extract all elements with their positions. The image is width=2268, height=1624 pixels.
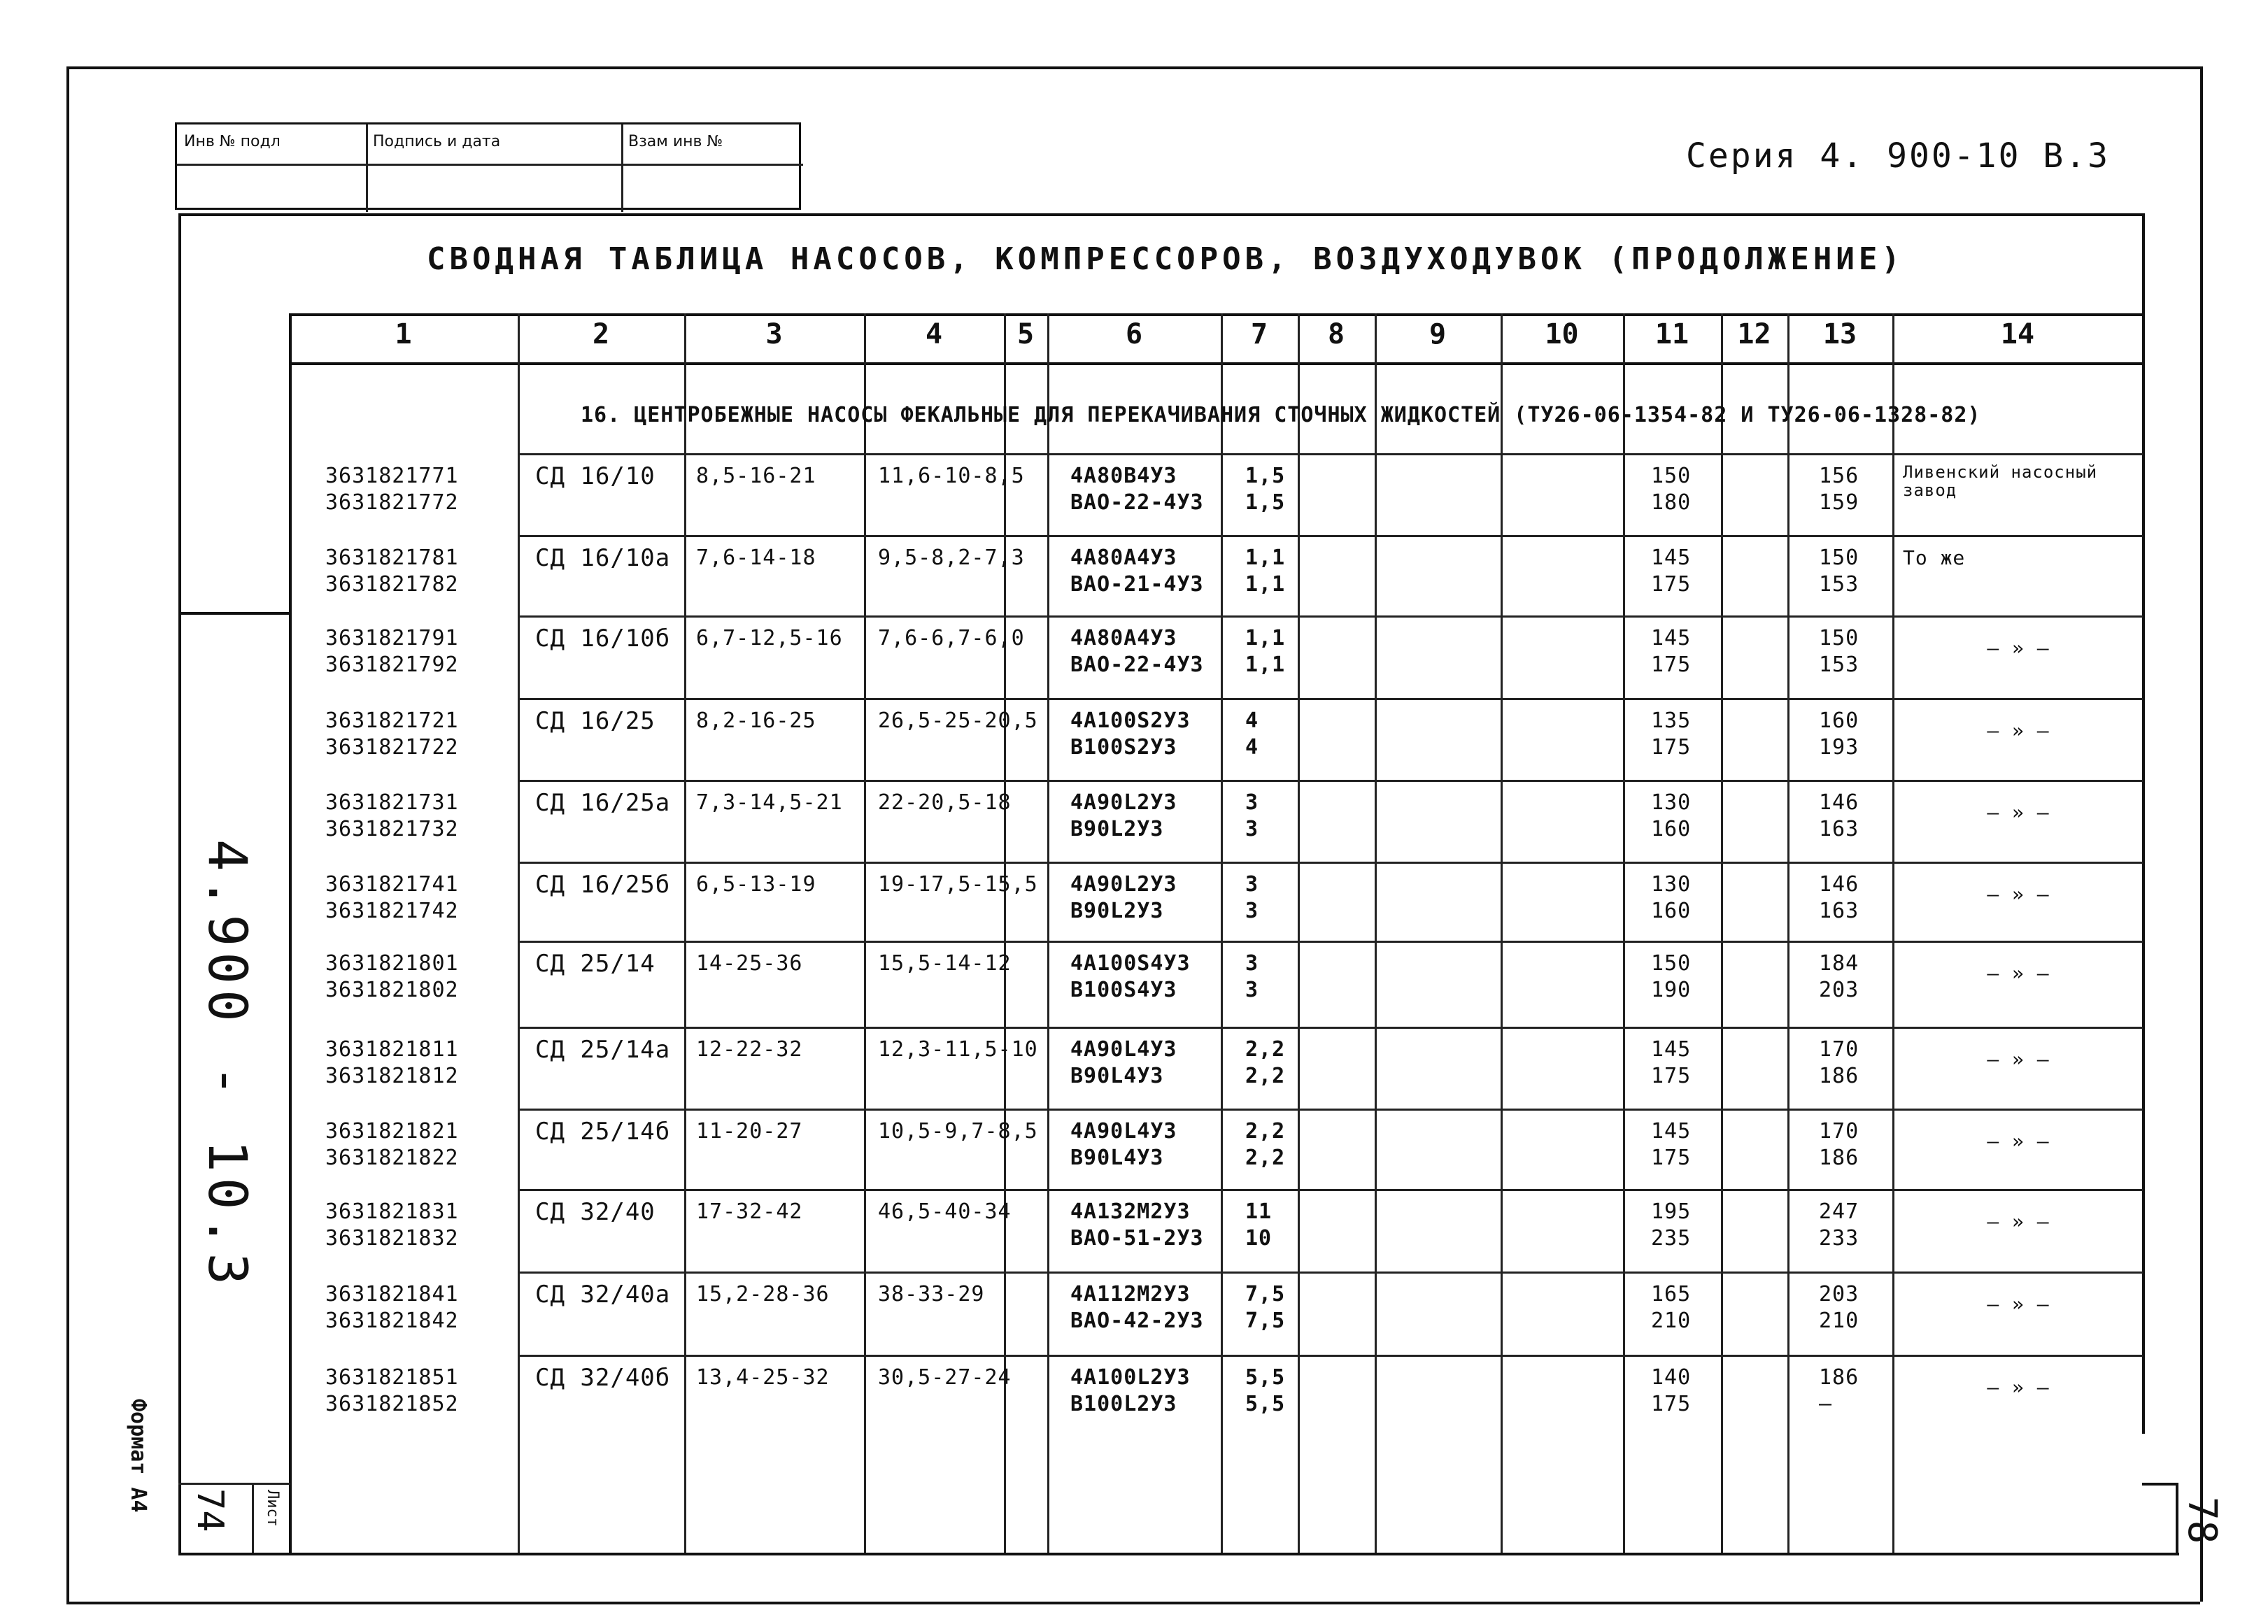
motor-power: [1245, 1199, 1272, 1252]
row-divider: [518, 1109, 2143, 1111]
motor-types-line: ВАО-21-4У3: [1070, 572, 1204, 597]
flow-range: 7,3-14,5-21: [696, 790, 843, 815]
sheet-box-top: [178, 1483, 290, 1485]
pump-codes-line: 3631821791: [325, 626, 459, 650]
motor-types-line: 4А80А4У3: [1070, 626, 1177, 650]
motor-types-line: 4А90L2У3: [1070, 872, 1177, 897]
col11-values: [1651, 463, 1691, 516]
motor-types-line: ВАО-42-2У3: [1070, 1309, 1204, 1333]
motor-types-line: 4А80В4У3: [1070, 464, 1177, 488]
col13-values: [1819, 1037, 1859, 1090]
col-header-11: 11: [1654, 318, 1689, 350]
page-tab-left: [2176, 1483, 2178, 1553]
manufacturer-note: То же: [1903, 546, 1966, 569]
motor-types-line: В100S4У3: [1070, 978, 1177, 1002]
col11-values-line: 145: [1651, 1037, 1692, 1062]
table-header-bottom: [289, 362, 2143, 365]
col11-values-line: 150: [1651, 464, 1692, 488]
pump-model: СД 32/40б: [535, 1364, 671, 1392]
stamp-header-replace: Взам инв №: [628, 133, 723, 150]
col13-values-line: 163: [1819, 817, 1859, 841]
col13-values-line: 186: [1819, 1365, 1859, 1390]
manufacturer-note: — » —: [1987, 719, 2050, 742]
col-header-7: 7: [1250, 318, 1268, 350]
pump-codes: [325, 625, 459, 678]
col11-values-line: 175: [1651, 1392, 1692, 1416]
col13-values: [1819, 790, 1859, 843]
motor-types-line: 4А112М2У3: [1070, 1282, 1191, 1306]
pump-codes-line: 3631821731: [325, 790, 459, 815]
col11-values-line: 175: [1651, 1064, 1692, 1088]
col13-values-line: 146: [1819, 790, 1859, 815]
manufacturer-note: — » —: [1987, 962, 2050, 985]
col13-values: [1819, 950, 1859, 1004]
col-divider-3: [864, 313, 866, 1553]
col11-values-line: 160: [1651, 899, 1692, 923]
pump-codes: [325, 1118, 459, 1171]
motor-power-line: 3: [1245, 817, 1259, 841]
row-divider: [518, 615, 2143, 618]
document-code: 4.900 - 10.3: [197, 839, 259, 1291]
motor-power-line: 4: [1245, 708, 1259, 733]
col-divider-1: [518, 313, 520, 1553]
manufacturer-note: — » —: [1987, 801, 2050, 824]
motor-types-line: В90L4У3: [1070, 1146, 1164, 1170]
col11-values-line: 140: [1651, 1365, 1692, 1390]
motor-power-line: 1,1: [1245, 572, 1286, 597]
motor-types: [1070, 871, 1177, 925]
motor-power: [1245, 871, 1259, 925]
pump-codes-line: 3631821811: [325, 1037, 459, 1062]
sheet-number: 74: [189, 1488, 231, 1532]
pump-codes: [325, 1365, 459, 1418]
motor-types-line: 4А132М2У3: [1070, 1199, 1191, 1224]
pump-codes-line: 3631821852: [325, 1392, 459, 1416]
flow-range: 17-32-42: [696, 1199, 803, 1224]
col11-values: [1651, 871, 1691, 925]
head-range: 22-20,5-18: [878, 790, 1012, 815]
head-range: 7,6-6,7-6,0: [878, 626, 1025, 650]
row-divider: [518, 780, 2143, 782]
col13-values: [1819, 1281, 1859, 1334]
col13-values-line: 170: [1819, 1037, 1859, 1062]
col13-values-line: 159: [1819, 490, 1859, 515]
col13-values-line: 170: [1819, 1119, 1859, 1144]
motor-power-line: 1,5: [1245, 464, 1286, 488]
motor-power-line: 3: [1245, 899, 1259, 923]
head-range: 30,5-27-24: [878, 1365, 1012, 1390]
motor-power: [1245, 1281, 1285, 1334]
motor-power-line: 4: [1245, 735, 1259, 760]
inner-frame-left-upper: [178, 213, 181, 612]
table-title: СВОДНАЯ ТАБЛИЦА НАСОСОВ, КОМПРЕССОРОВ, ВОЗДУХОДУВОК (ПРОДОЛЖЕНИЕ): [427, 241, 1904, 277]
motor-power: [1245, 545, 1285, 598]
row-divider: [518, 1189, 2143, 1191]
col-divider-9: [1501, 313, 1503, 1553]
col11-values-line: 165: [1651, 1282, 1692, 1306]
pump-model: СД 16/25: [535, 707, 655, 735]
motor-types-line: 4А100S2У3: [1070, 708, 1191, 733]
manufacturer-note: — » —: [1987, 1048, 2050, 1071]
flow-range: 6,5-13-19: [696, 872, 816, 897]
motor-types: [1070, 950, 1191, 1004]
col-header-6: 6: [1125, 318, 1143, 350]
pump-codes: [325, 871, 459, 925]
page-tab-top: [2142, 1483, 2177, 1486]
col13-values-line: 150: [1819, 626, 1859, 650]
motor-power-line: 5,5: [1245, 1392, 1286, 1416]
pump-codes-line: 3631821842: [325, 1309, 459, 1333]
head-range: 38-33-29: [878, 1282, 985, 1306]
motor-power: [1245, 463, 1285, 516]
table-left: [289, 313, 292, 1553]
col13-values-line: 247: [1819, 1199, 1859, 1224]
pump-codes: [325, 1281, 459, 1334]
stamp-header-signature: Подпись и дата: [373, 133, 501, 150]
inner-frame-left: [178, 612, 181, 1553]
pump-codes-line: 3631821741: [325, 872, 459, 897]
col13-values: [1819, 463, 1859, 516]
col11-values-line: 210: [1651, 1309, 1692, 1333]
pump-codes-line: 3631821742: [325, 899, 459, 923]
col-header-9: 9: [1429, 318, 1447, 350]
col13-values-line: —: [1819, 1392, 1833, 1416]
row-divider: [518, 535, 2143, 537]
pump-codes-line: 3631821821: [325, 1119, 459, 1144]
flow-range: 12-22-32: [696, 1037, 803, 1062]
col11-values-line: 145: [1651, 626, 1692, 650]
motor-power-line: 1,1: [1245, 626, 1286, 650]
motor-power-line: 1,1: [1245, 653, 1286, 677]
col-header-2: 2: [592, 318, 610, 350]
head-range: 12,3-11,5-10: [878, 1037, 1038, 1062]
pump-codes-line: 3631821772: [325, 490, 459, 515]
row-divider: [518, 698, 2143, 700]
motor-power-line: 1,5: [1245, 490, 1286, 515]
col11-values: [1651, 1037, 1691, 1090]
col-divider-5: [1047, 313, 1049, 1553]
manufacturer-note: — » —: [1987, 883, 2050, 906]
manufacturer-note: — » —: [1987, 1210, 2050, 1233]
manufacturer-note: — » —: [1987, 1376, 2050, 1399]
col11-values-line: 160: [1651, 817, 1692, 841]
pump-model: СД 25/14б: [535, 1118, 671, 1146]
motor-power-line: 5,5: [1245, 1365, 1286, 1390]
head-range: 15,5-14-12: [878, 951, 1012, 976]
row-divider: [518, 862, 2143, 864]
pump-model: СД 25/14а: [535, 1036, 671, 1064]
motor-types: [1070, 625, 1204, 678]
col13-values-line: 193: [1819, 735, 1859, 760]
motor-power-line: 3: [1245, 790, 1259, 815]
col-divider-6: [1221, 313, 1223, 1553]
pump-codes-line: 3631821831: [325, 1199, 459, 1224]
head-range: 26,5-25-20,5: [878, 708, 1038, 733]
col11-values: [1651, 625, 1691, 678]
flow-range: 15,2-28-36: [696, 1282, 830, 1306]
col13-values-line: 146: [1819, 872, 1859, 897]
outer-frame-bottom: [66, 1602, 2200, 1604]
col11-values-line: 235: [1651, 1226, 1692, 1251]
motor-power: [1245, 790, 1259, 843]
pump-codes-line: 3631821801: [325, 951, 459, 976]
sheet-label: Лист: [264, 1490, 281, 1527]
row-divider: [518, 1272, 2143, 1274]
pump-codes-line: 3631821851: [325, 1365, 459, 1390]
motor-power: [1245, 1365, 1285, 1418]
motor-power-line: 1,1: [1245, 546, 1286, 570]
col-divider-10: [1623, 313, 1625, 1553]
col-divider-7: [1298, 313, 1300, 1553]
col13-values: [1819, 871, 1859, 925]
inner-frame-bottom: [178, 1553, 2179, 1555]
col13-values-line: 184: [1819, 951, 1859, 976]
motor-types-line: 4А90L2У3: [1070, 790, 1177, 815]
col11-values: [1651, 1365, 1691, 1418]
motor-types: [1070, 1037, 1177, 1090]
motor-types-line: 4А100S4У3: [1070, 951, 1191, 976]
col11-values-line: 130: [1651, 872, 1692, 897]
format-label: Формат А4: [126, 1399, 150, 1513]
pump-model: СД 32/40а: [535, 1281, 671, 1309]
motor-types-line: ВАО-22-4У3: [1070, 653, 1204, 677]
pump-codes: [325, 790, 459, 843]
motor-power: [1245, 950, 1259, 1004]
motor-power: [1245, 625, 1285, 678]
col13-values-line: 160: [1819, 708, 1859, 733]
col-header-1: 1: [395, 318, 412, 350]
pump-model: СД 32/40: [535, 1198, 655, 1226]
row-divider: [518, 1027, 2143, 1029]
outer-frame-top: [66, 66, 2200, 69]
col11-values: [1651, 708, 1691, 761]
motor-power-line: 3: [1245, 951, 1259, 976]
col-divider-8: [1375, 313, 1377, 1553]
page-number: 78: [2179, 1497, 2225, 1544]
pump-codes-line: 3631821781: [325, 546, 459, 570]
col13-values-line: 210: [1819, 1309, 1859, 1333]
motor-types-line: В100L2У3: [1070, 1392, 1177, 1416]
motor-power-line: 2,2: [1245, 1146, 1286, 1170]
flow-range: 6,7-12,5-16: [696, 626, 843, 650]
motor-types: [1070, 1365, 1191, 1418]
row-divider: [518, 941, 2143, 943]
flow-range: 13,4-25-32: [696, 1365, 830, 1390]
col-header-5: 5: [1016, 318, 1035, 350]
col13-values-line: 233: [1819, 1226, 1859, 1251]
col13-values-line: 186: [1819, 1064, 1859, 1088]
pump-codes-line: 3631821732: [325, 817, 459, 841]
head-range: 9,5-8,2-7,3: [878, 546, 1025, 570]
head-range: 46,5-40-34: [878, 1199, 1012, 1224]
col13-values-line: 186: [1819, 1146, 1859, 1170]
pump-codes-line: 3631821722: [325, 735, 459, 760]
pump-codes-line: 3631821841: [325, 1282, 459, 1306]
flow-range: 8,5-16-21: [696, 464, 816, 488]
motor-types-line: В90L2У3: [1070, 899, 1164, 923]
motor-power-line: 7,5: [1245, 1282, 1286, 1306]
motor-power-line: 3: [1245, 872, 1259, 897]
motor-types-line: В90L2У3: [1070, 817, 1164, 841]
stamp-header-inv: Инв № подл: [184, 133, 281, 150]
motor-power-line: 2,2: [1245, 1119, 1286, 1144]
stamp-box: [175, 122, 801, 210]
col13-values: [1819, 1118, 1859, 1171]
flow-range: 14-25-36: [696, 951, 803, 976]
table-top: [289, 313, 2143, 316]
manufacturer-note: Ливенский насосный завод: [1903, 462, 2098, 500]
section-title: 16. ЦЕНТРОБЕЖНЫЕ НАСОСЫ ФЕКАЛЬНЫЕ ДЛЯ ПЕРЕКАЧИВАНИЯ СТОЧНЫХ ЖИДКОСТЕЙ (ТУ26-06-1354-82 И ТУ26-06-1328-82): [581, 403, 1981, 427]
col13-values: [1819, 625, 1859, 678]
pump-model: СД 16/10: [535, 462, 655, 490]
motor-power: [1245, 1037, 1285, 1090]
col-header-3: 3: [765, 318, 783, 350]
pump-codes-line: 3631821721: [325, 708, 459, 733]
col11-values-line: 190: [1651, 978, 1692, 1002]
motor-types-line: 4А90L4У3: [1070, 1037, 1177, 1062]
manufacturer-note: — » —: [1987, 636, 2050, 660]
col-header-4: 4: [925, 318, 943, 350]
col-header-14: 14: [2000, 318, 2035, 350]
inner-frame-right: [2142, 213, 2145, 1434]
col13-values: [1819, 1365, 1859, 1418]
col13-values: [1819, 708, 1859, 761]
motor-power-line: 11: [1245, 1199, 1273, 1224]
col13-values-line: 163: [1819, 899, 1859, 923]
outer-frame-left: [66, 66, 69, 1602]
pump-model: СД 25/14: [535, 950, 655, 978]
col13-values-line: 156: [1819, 464, 1859, 488]
motor-power: [1245, 1118, 1285, 1171]
pump-model: СД 16/25а: [535, 789, 671, 817]
sheet-box-divider: [252, 1483, 254, 1553]
col-header-8: 8: [1327, 318, 1345, 350]
motor-types: [1070, 463, 1204, 516]
motor-types-line: 4А100L2У3: [1070, 1365, 1191, 1390]
manufacturer-note: — » —: [1987, 1292, 2050, 1316]
outer-frame-right: [2200, 66, 2203, 1602]
col11-values: [1651, 1118, 1691, 1171]
motor-types: [1070, 708, 1191, 761]
pump-codes: [325, 950, 459, 1004]
pump-codes-line: 3631821822: [325, 1146, 459, 1170]
motor-types: [1070, 545, 1204, 598]
pump-codes-line: 3631821812: [325, 1064, 459, 1088]
motor-types-line: В90L4У3: [1070, 1064, 1164, 1088]
col11-values-line: 130: [1651, 790, 1692, 815]
motor-types-line: 4А80А4У3: [1070, 546, 1177, 570]
motor-types-line: ВАО-51-2У3: [1070, 1226, 1204, 1251]
pump-codes-line: 3631821802: [325, 978, 459, 1002]
flow-range: 11-20-27: [696, 1119, 803, 1144]
head-range: 19-17,5-15,5: [878, 872, 1038, 897]
col13-values-line: 150: [1819, 546, 1859, 570]
col11-values-line: 135: [1651, 708, 1692, 733]
col11-values-line: 145: [1651, 1119, 1692, 1144]
motor-types: [1070, 790, 1177, 843]
col11-values: [1651, 950, 1691, 1004]
col11-values-line: 150: [1651, 951, 1692, 976]
head-range: 10,5-9,7-8,5: [878, 1119, 1038, 1144]
col11-values-line: 180: [1651, 490, 1692, 515]
col11-values-line: 195: [1651, 1199, 1692, 1224]
row-divider: [518, 1355, 2143, 1357]
col11-values: [1651, 1199, 1691, 1252]
pump-model: СД 16/10б: [535, 625, 671, 653]
col11-values-line: 175: [1651, 1146, 1692, 1170]
motor-power-line: 10: [1245, 1226, 1273, 1251]
inner-frame-top: [178, 213, 2144, 216]
col-header-10: 10: [1545, 318, 1579, 350]
col13-values: [1819, 545, 1859, 598]
motor-power-line: 2,2: [1245, 1037, 1286, 1062]
motor-power-line: 7,5: [1245, 1309, 1286, 1333]
pump-model: СД 16/25б: [535, 871, 671, 899]
col-divider-13: [1892, 313, 1894, 1553]
col11-values-line: 145: [1651, 546, 1692, 570]
head-range: 11,6-10-8,5: [878, 464, 1025, 488]
pump-codes: [325, 1037, 459, 1090]
col13-values: [1819, 1199, 1859, 1252]
col13-values-line: 203: [1819, 1282, 1859, 1306]
pump-codes-line: 3631821782: [325, 572, 459, 597]
pump-codes-line: 3631821792: [325, 653, 459, 677]
col11-values-line: 175: [1651, 735, 1692, 760]
pump-model: СД 16/10а: [535, 544, 671, 572]
motor-power: [1245, 708, 1259, 761]
motor-types-line: В100S2У3: [1070, 735, 1177, 760]
col-header-12: 12: [1737, 318, 1771, 350]
pump-codes-line: 3631821832: [325, 1226, 459, 1251]
col13-values-line: 153: [1819, 572, 1859, 597]
col-header-13: 13: [1822, 318, 1857, 350]
col-divider-12: [1787, 313, 1789, 1553]
col13-values-line: 153: [1819, 653, 1859, 677]
pump-codes: [325, 463, 459, 516]
col-divider-2: [684, 313, 686, 1553]
col11-values-line: 175: [1651, 572, 1692, 597]
series-label: Серия 4. 900-10 В.3: [1686, 136, 2111, 176]
left-strip-divider: [178, 612, 290, 615]
motor-types: [1070, 1199, 1204, 1252]
motor-types: [1070, 1118, 1177, 1171]
motor-power-line: 3: [1245, 978, 1259, 1002]
flow-range: 7,6-14-18: [696, 546, 816, 570]
col11-values: [1651, 1281, 1691, 1334]
motor-types: [1070, 1281, 1204, 1334]
motor-types-line: ВАО-22-4У3: [1070, 490, 1204, 515]
manufacturer-note: — » —: [1987, 1130, 2050, 1153]
col-divider-11: [1721, 313, 1723, 1553]
col11-values: [1651, 545, 1691, 598]
motor-types-line: 4А90L4У3: [1070, 1119, 1177, 1144]
pump-codes: [325, 708, 459, 761]
col13-values-line: 203: [1819, 978, 1859, 1002]
col11-values-line: 175: [1651, 653, 1692, 677]
row-divider: [518, 453, 2143, 455]
motor-power-line: 2,2: [1245, 1064, 1286, 1088]
pump-codes: [325, 545, 459, 598]
pump-codes: [325, 1199, 459, 1252]
col11-values: [1651, 790, 1691, 843]
pump-codes-line: 3631821771: [325, 464, 459, 488]
flow-range: 8,2-16-25: [696, 708, 816, 733]
